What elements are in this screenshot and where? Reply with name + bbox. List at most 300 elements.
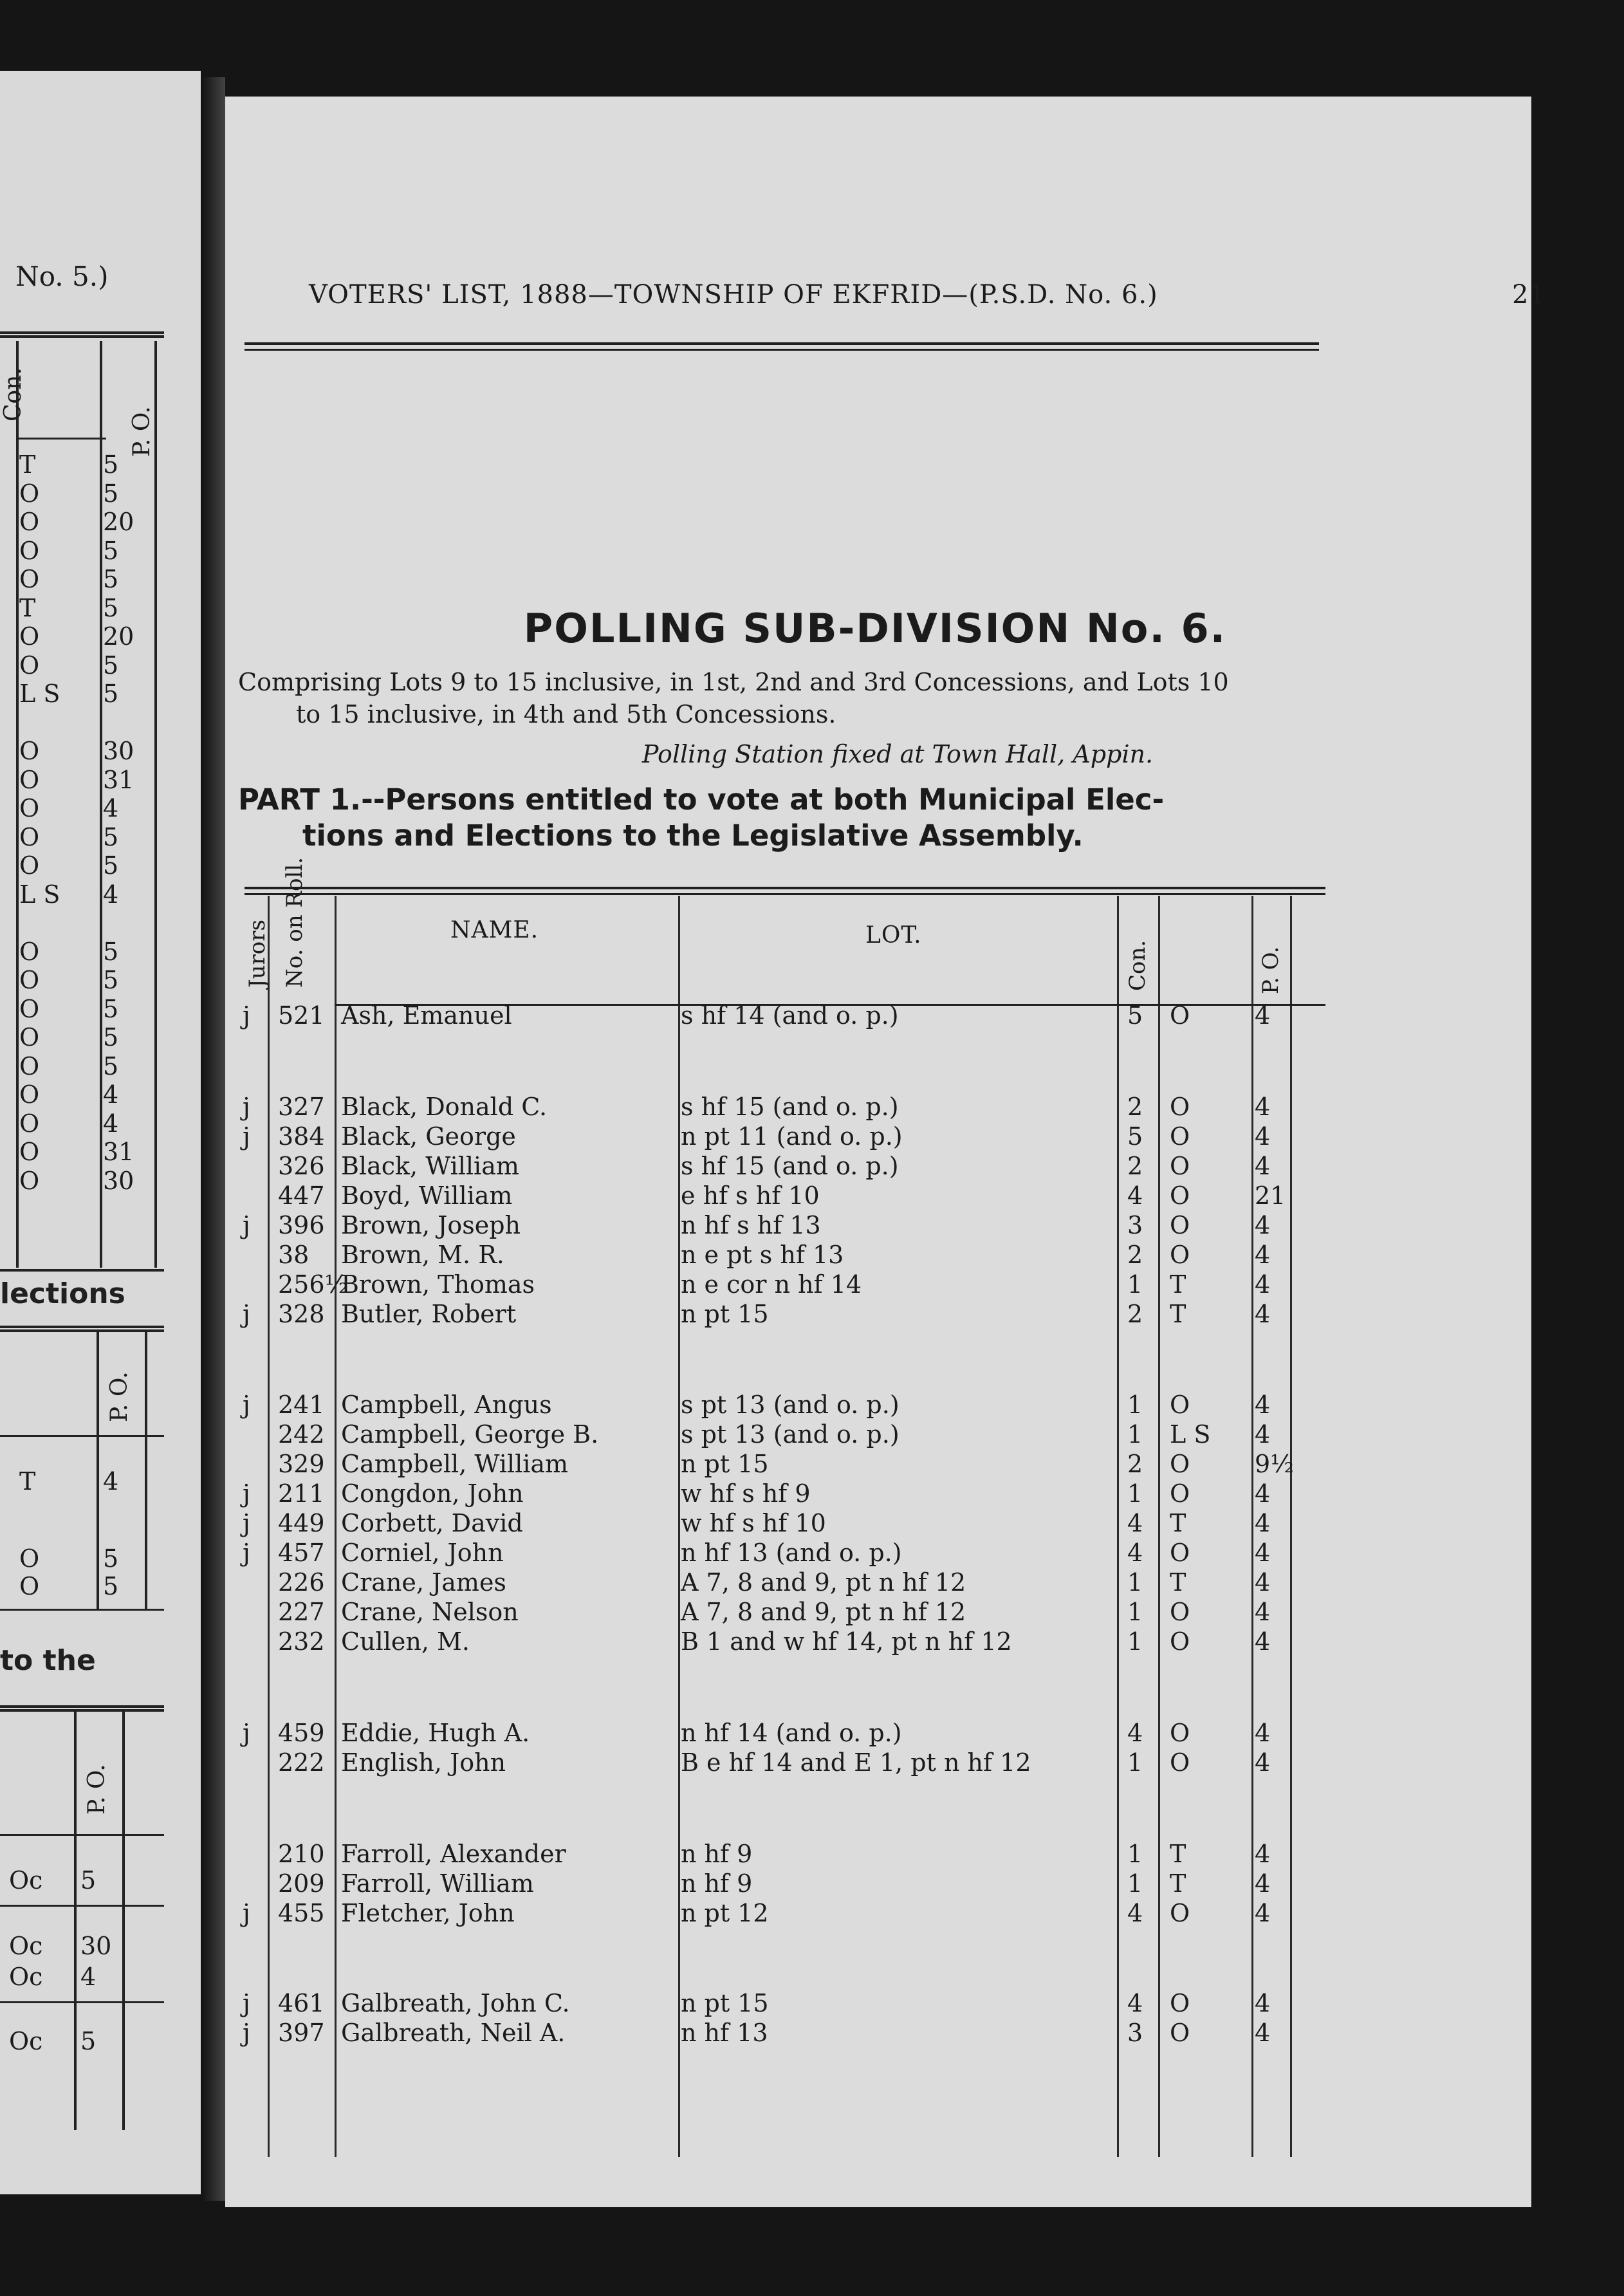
roll-number: 209 [278, 1869, 325, 1898]
previous-page-row [0, 823, 201, 852]
previous-page-row [0, 1052, 201, 1081]
post-office: 5 [103, 651, 119, 680]
column-rule [74, 1712, 77, 2130]
voter-name: Black, George [341, 1122, 516, 1151]
description-line: to 15 inclusive, in 4th and 5th Concessions. [296, 700, 836, 728]
holding-type: T [19, 450, 36, 479]
rule [0, 1329, 164, 1332]
post-office: 4 [1255, 1241, 1271, 1269]
concession: 5 [1127, 1001, 1143, 1030]
concession: 1 [1127, 1270, 1143, 1299]
rule [0, 1709, 164, 1712]
post-office: 4 [103, 794, 119, 822]
concession: 2 [1127, 1093, 1143, 1121]
mini-cell: 30 [80, 1932, 112, 1960]
post-office: 4 [1255, 1211, 1271, 1239]
juror-mark: j [243, 1719, 250, 1747]
voter-row [225, 1181, 1531, 1210]
previous-page-row [0, 537, 201, 566]
roll-number: 211 [278, 1479, 325, 1508]
roll-number: 38 [278, 1241, 309, 1269]
concession: 3 [1127, 2019, 1143, 2047]
column-rule [97, 1332, 99, 1609]
post-office: 4 [1255, 1509, 1271, 1537]
lot-description: A 7, 8 and 9, pt n hf 12 [681, 1568, 966, 1597]
roll-number: 329 [278, 1450, 325, 1478]
post-office: 5 [103, 937, 119, 966]
lot-description: s hf 15 (and o. p.) [681, 1093, 899, 1121]
voter-row [225, 1627, 1531, 1656]
post-office: 4 [1255, 1479, 1271, 1508]
previous-page-row [0, 938, 201, 967]
table-top-rule [245, 893, 1325, 895]
post-office: 4 [1255, 1899, 1271, 1927]
voter-row [225, 1151, 1531, 1181]
concession: 1 [1127, 1840, 1143, 1868]
voter-name: Campbell, George B. [341, 1420, 599, 1449]
post-office: 4 [1255, 1568, 1271, 1597]
voter-row [225, 2018, 1531, 2048]
post-office: 4 [1255, 1748, 1271, 1777]
previous-page-row [0, 1023, 201, 1052]
previous-page-row [0, 450, 201, 479]
post-office: 9½ [1255, 1450, 1295, 1478]
voter-row [225, 1869, 1531, 1898]
holding-type: L S [19, 880, 60, 909]
con-column-header: Con. [1125, 940, 1150, 991]
post-office: 4 [1255, 1152, 1271, 1180]
juror-mark: j [243, 1479, 250, 1508]
roll-number: 461 [278, 1989, 325, 2017]
concession: 1 [1127, 1568, 1143, 1597]
voter-row [225, 1240, 1531, 1270]
roll-number: 459 [278, 1719, 325, 1747]
post-office: 4 [1255, 1001, 1271, 1030]
holding-type: T [1170, 1840, 1186, 1868]
voter-row [225, 1748, 1531, 1777]
mini-cell: 5 [80, 2027, 97, 2055]
column-rule [122, 1712, 125, 2130]
concession: 1 [1127, 1748, 1143, 1777]
concession: 4 [1127, 1539, 1143, 1567]
polling-station: Polling Station fixed at Town Hall, Appin. [641, 740, 1154, 768]
lot-description: n pt 11 (and o. p.) [681, 1122, 903, 1151]
rule [0, 1609, 164, 1611]
concession: 2 [1127, 1300, 1143, 1328]
previous-page-rows [0, 450, 201, 1195]
po-column-header: P. O. [129, 406, 155, 457]
page-number: 21 [1512, 280, 1546, 310]
voter-name: Crane, James [341, 1568, 506, 1597]
previous-page-row [0, 909, 201, 938]
concession: 4 [1127, 1989, 1143, 2017]
previous-page-strip [0, 71, 201, 2194]
holding-type: O [1170, 1093, 1190, 1121]
rule [0, 331, 164, 334]
post-office: 31 [103, 1138, 134, 1166]
voter-name: Ash, Emanuel [341, 1001, 512, 1030]
lot-description: n hf 13 [681, 2019, 768, 2047]
roll-number: 256½ [278, 1270, 349, 1299]
roll-number: 384 [278, 1122, 325, 1151]
name-column-header: NAME. [450, 917, 539, 943]
mini-cell: Oc [9, 1866, 43, 1894]
holding-type: L S [19, 680, 60, 708]
voter-name: Black, William [341, 1152, 519, 1180]
concession: 1 [1127, 1627, 1143, 1656]
holding-type: T [1170, 1270, 1186, 1299]
lot-description: n e cor n hf 14 [681, 1270, 862, 1299]
voter-name: Farroll, Alexander [341, 1840, 566, 1868]
voter-row [225, 1420, 1531, 1449]
voter-row [225, 1449, 1531, 1479]
lot-column-header: LOT. [865, 922, 922, 949]
voter-row [225, 1568, 1531, 1597]
page-title: POLLING SUB-DIVISION No. 6. [523, 605, 1227, 652]
post-office: 4 [1255, 1093, 1271, 1121]
po-column-header: P. O. [106, 1371, 133, 1422]
voter-row [225, 1839, 1531, 1869]
voter-name: Corbett, David [341, 1509, 523, 1537]
juror-mark: j [243, 1093, 250, 1121]
mini-cell: O [19, 1572, 40, 1600]
lot-description: s pt 13 (and o. p.) [681, 1420, 900, 1449]
post-office: 20 [103, 622, 134, 651]
post-office: 30 [103, 737, 134, 765]
voter-name: Black, Donald C. [341, 1093, 548, 1121]
mini-cell: O [19, 1544, 40, 1573]
holding-type: O [19, 794, 40, 822]
holding-type: O [19, 565, 40, 593]
holding-type: O [1170, 1241, 1190, 1269]
previous-page-row [0, 966, 201, 995]
roll-number: 242 [278, 1420, 325, 1449]
voter-row [225, 1122, 1531, 1151]
holding-type: O [19, 937, 40, 966]
post-office: 5 [103, 994, 119, 1023]
juror-mark: j [243, 1989, 250, 2017]
concession: 4 [1127, 1181, 1143, 1210]
previous-page-row [0, 622, 201, 651]
holding-type: O [1170, 1719, 1190, 1747]
roll-number: 226 [278, 1568, 325, 1597]
voter-name: Cullen, M. [341, 1627, 470, 1656]
voter-row [225, 1898, 1531, 1928]
holding-type: O [1170, 1122, 1190, 1151]
roll-number: 328 [278, 1300, 325, 1328]
po-column-header: P. O. [84, 1764, 110, 1815]
roll-number: 326 [278, 1152, 325, 1180]
holding-type: T [1170, 1509, 1186, 1537]
concession: 5 [1127, 1122, 1143, 1151]
previous-page-row [0, 880, 201, 909]
post-office: 4 [1255, 1270, 1271, 1299]
previous-page-row [0, 851, 201, 880]
post-office: 4 [1255, 1869, 1271, 1898]
voter-name: Brown, M. R. [341, 1241, 504, 1269]
lot-description: n hf s hf 13 [681, 1211, 821, 1239]
rule [0, 1435, 164, 1437]
post-office: 4 [103, 1109, 119, 1138]
mini-cell: 4 [80, 1963, 97, 1991]
roll-number: 521 [278, 1001, 325, 1030]
roll-number: 327 [278, 1093, 325, 1121]
holding-type: O [1170, 1001, 1190, 1030]
concession: 2 [1127, 1241, 1143, 1269]
previous-page-row [0, 737, 201, 766]
concession: 2 [1127, 1450, 1143, 1478]
lot-description: n pt 15 [681, 1989, 769, 2017]
description-line: Comprising Lots 9 to 15 inclusive, in 1st, 2nd and 3rd Concessions, and Lots 10 [238, 668, 1229, 696]
voter-name: Butler, Robert [341, 1300, 517, 1328]
rule [0, 1834, 164, 1836]
previous-page-row [0, 594, 201, 623]
part-heading-line: PART 1.--Persons entitled to vote at both Municipal Elec- [238, 782, 1165, 817]
po-column-header: P. O. [1258, 946, 1284, 994]
juror-mark: j [243, 1539, 250, 1567]
previous-page-row [0, 766, 201, 795]
holding-type: T [19, 593, 36, 622]
holding-type: O [1170, 2019, 1190, 2047]
post-office: 30 [103, 1166, 134, 1195]
voter-name: Brown, Thomas [341, 1270, 535, 1299]
mini-cell: 5 [103, 1572, 119, 1600]
voter-row [225, 1210, 1531, 1240]
lot-description: B e hf 14 and E 1, pt n hf 12 [681, 1748, 1031, 1777]
juror-mark: j [243, 2019, 250, 2047]
holding-type: O [19, 994, 40, 1023]
voter-row [225, 1988, 1531, 2018]
mini-cell: 5 [80, 1866, 97, 1894]
post-office: 4 [1255, 1300, 1271, 1328]
roll-number: 396 [278, 1211, 325, 1239]
holding-type: O [1170, 1989, 1190, 2017]
roll-number: 455 [278, 1899, 325, 1927]
voter-row [225, 1299, 1531, 1329]
voter-name: Eddie, Hugh A. [341, 1719, 530, 1747]
voter-name: Campbell, Angus [341, 1391, 552, 1419]
voter-name: Crane, Nelson [341, 1598, 519, 1626]
rule [0, 1269, 164, 1272]
voter-row [225, 1001, 1531, 1030]
previous-page-row [0, 995, 201, 1024]
con-column-header: Con. [0, 367, 26, 421]
holding-type: O [1170, 1539, 1190, 1567]
lot-description: n pt 15 [681, 1450, 769, 1478]
running-head-text: VOTERS' LIST, 1888—TOWNSHIP OF EKFRID—(P.S.D. No. 6.) [309, 280, 1158, 310]
holding-type: O [19, 508, 40, 536]
previous-page-row [0, 794, 201, 823]
voter-row [225, 1718, 1531, 1748]
lot-description: w hf s hf 10 [681, 1509, 826, 1537]
voter-name: English, John [341, 1748, 506, 1777]
lot-description: w hf s hf 9 [681, 1479, 811, 1508]
post-office: 5 [103, 593, 119, 622]
previous-page-header: No. 5.) [15, 261, 109, 292]
post-office: 4 [1255, 1840, 1271, 1868]
holding-type: O [1170, 1450, 1190, 1478]
voters-table [225, 97, 1531, 2207]
voter-row [225, 1270, 1531, 1299]
mini-cell: Oc [9, 2027, 43, 2055]
lot-description: s hf 15 (and o. p.) [681, 1152, 899, 1180]
rule [0, 1326, 164, 1328]
lot-description: n pt 15 [681, 1300, 769, 1328]
lot-description: n hf 9 [681, 1869, 753, 1898]
mini-cell: Oc [9, 1932, 43, 1960]
lot-description: B 1 and w hf 14, pt n hf 12 [681, 1627, 1012, 1656]
post-office: 5 [103, 565, 119, 593]
holding-type: L S [1170, 1420, 1211, 1449]
holding-type: T [1170, 1300, 1186, 1328]
mini-cell: T [19, 1467, 36, 1495]
concession: 1 [1127, 1420, 1143, 1449]
post-office: 4 [1255, 1122, 1271, 1151]
holding-type: O [19, 1109, 40, 1138]
holding-type: O [19, 765, 40, 794]
juror-mark: j [243, 1001, 250, 1030]
post-office: 4 [1255, 1989, 1271, 2017]
post-office: 4 [1255, 1627, 1271, 1656]
previous-page-row [0, 479, 201, 508]
voter-row [225, 1597, 1531, 1627]
lot-description: n pt 12 [681, 1899, 769, 1927]
voter-name: Fletcher, John [341, 1899, 515, 1927]
concession: 3 [1127, 1211, 1143, 1239]
post-office: 5 [103, 680, 119, 708]
post-office: 5 [103, 479, 119, 508]
voter-name: Congdon, John [341, 1479, 524, 1508]
holding-type: O [19, 737, 40, 765]
concession: 1 [1127, 1598, 1143, 1626]
lot-description: n hf 9 [681, 1840, 753, 1868]
page-gutter [201, 77, 225, 2201]
post-office: 21 [1255, 1181, 1286, 1210]
voter-row [225, 1479, 1531, 1508]
juror-mark: j [243, 1509, 250, 1537]
holding-type: O [1170, 1181, 1190, 1210]
roll-number: 397 [278, 2019, 325, 2047]
post-office: 5 [103, 851, 119, 880]
concession: 1 [1127, 1869, 1143, 1898]
part-heading-line: tions and Elections to the Legislative Assembly. [302, 819, 1084, 853]
post-office: 4 [1255, 1539, 1271, 1567]
post-office: 4 [1255, 1719, 1271, 1747]
concession: 4 [1127, 1719, 1143, 1747]
rule [0, 335, 164, 338]
holding-type: O [19, 1166, 40, 1195]
previous-page-row [0, 1109, 201, 1138]
holding-type: O [1170, 1211, 1190, 1239]
rule [16, 438, 106, 440]
lot-description: n e pt s hf 13 [681, 1241, 844, 1269]
lot-description: A 7, 8 and 9, pt n hf 12 [681, 1598, 966, 1626]
holding-type: O [1170, 1152, 1190, 1180]
post-office: 20 [103, 508, 134, 536]
post-office: 4 [1255, 1391, 1271, 1419]
holding-type: O [1170, 1479, 1190, 1508]
roll-number: 241 [278, 1391, 325, 1419]
concession: 4 [1127, 1899, 1143, 1927]
voter-row [225, 1390, 1531, 1420]
jurors-column-header: Jurors [245, 920, 270, 988]
holding-type: O [19, 1080, 40, 1109]
lot-description: n hf 14 (and o. p.) [681, 1719, 902, 1747]
roll-number: 457 [278, 1539, 325, 1567]
voter-row [225, 1538, 1531, 1568]
mini-cell: 5 [103, 1544, 119, 1573]
roll-column-header: No. on Roll. [282, 856, 308, 988]
previous-page-row [0, 508, 201, 537]
concession: 2 [1127, 1152, 1143, 1180]
post-office: 4 [103, 1080, 119, 1109]
voter-row [225, 1508, 1531, 1538]
holding-type: O [19, 622, 40, 651]
post-office: 5 [103, 1051, 119, 1080]
holding-type: O [19, 1138, 40, 1166]
lot-description: s pt 13 (and o. p.) [681, 1391, 900, 1419]
holding-type: O [1170, 1598, 1190, 1626]
juror-mark: j [243, 1211, 250, 1239]
holding-type: O [1170, 1748, 1190, 1777]
roll-number: 449 [278, 1509, 325, 1537]
rule [0, 1705, 164, 1708]
voter-name: Corniel, John [341, 1539, 504, 1567]
holding-type: O [19, 822, 40, 851]
roll-number: 227 [278, 1598, 325, 1626]
roll-number: 222 [278, 1748, 325, 1777]
post-office: 4 [1255, 1598, 1271, 1626]
holding-type: O [19, 651, 40, 680]
lot-description: n hf 13 (and o. p.) [681, 1539, 902, 1567]
previous-page-row [0, 1167, 201, 1196]
holding-type: O [19, 1051, 40, 1080]
juror-mark: j [243, 1122, 250, 1151]
section-label: to the [0, 1644, 96, 1677]
voter-name: Brown, Joseph [341, 1211, 521, 1239]
rule [0, 2001, 164, 2003]
voters-list-page [225, 97, 1546, 2207]
previous-page-row [0, 708, 201, 737]
juror-mark: j [243, 1899, 250, 1927]
holding-type: O [19, 1023, 40, 1051]
previous-page-row [0, 680, 201, 708]
rule [0, 1905, 164, 1907]
mini-cell: 4 [103, 1467, 119, 1495]
mini-cell: Oc [9, 1963, 43, 1991]
holding-type: O [19, 479, 40, 508]
lot-description: s hf 14 (and o. p.) [681, 1001, 899, 1030]
voter-name: Galbreath, John C. [341, 1989, 570, 2017]
voter-name: Galbreath, Neil A. [341, 2019, 566, 2047]
voter-row [225, 1092, 1531, 1122]
holding-type: O [1170, 1627, 1190, 1656]
previous-page-row [0, 1080, 201, 1109]
concession: 4 [1127, 1509, 1143, 1537]
post-office: 5 [103, 1023, 119, 1051]
post-office: 31 [103, 765, 134, 794]
holding-type: T [1170, 1568, 1186, 1597]
post-office: 4 [1255, 1420, 1271, 1449]
voter-name: Boyd, William [341, 1181, 513, 1210]
juror-mark: j [243, 1300, 250, 1328]
previous-page-row [0, 651, 201, 680]
previous-page-row [0, 1138, 201, 1167]
holding-type: O [19, 851, 40, 880]
post-office: 5 [103, 536, 119, 565]
post-office: 5 [103, 450, 119, 479]
roll-number: 447 [278, 1181, 325, 1210]
